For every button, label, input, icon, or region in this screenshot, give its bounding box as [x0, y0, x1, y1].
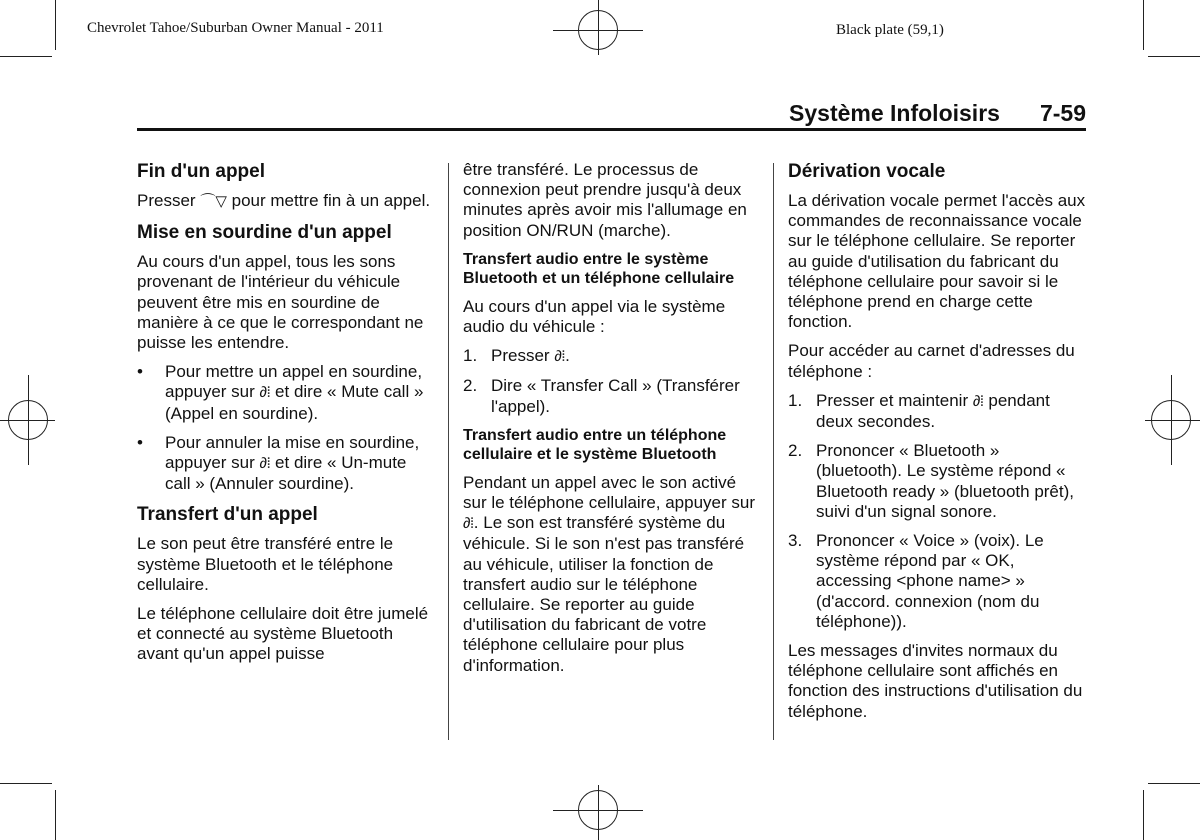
paragraph: Au cours d'un appel, tous les sons provenant de l'intérieur du véhicule peuvent être mis en sourdine de manière à ce que le correspondant ne puisse les entendre. [137, 252, 424, 353]
step-number: 3. [788, 531, 803, 551]
voice-icon: ⦙ [470, 515, 474, 533]
crop-mark [1143, 790, 1144, 840]
push-to-talk-icon: ∂ [463, 515, 471, 533]
voice-icon: ⦙ [266, 384, 271, 402]
end-call-triangle-icon: ▽ [215, 193, 227, 210]
voice-icon: ⦙ [561, 348, 566, 366]
paragraph: Pendant un appel avec le son activé sur le téléphone cellulaire, appuyer sur ∂⦙. Le son est transféré système du véhicule. Si le son n'est pas transféré au véhicule, utiliser la fonction de transfert audio sur le téléphone cellulaire. Se reporter au guide d'utilisation du fabricant de votre téléphone cellulaire pour plus d'information. [463, 472, 756, 675]
crop-mark [1148, 56, 1200, 57]
step-number: 1. [463, 346, 478, 366]
end-call-icon: ⌒ [200, 193, 216, 210]
step-number: 2. [463, 376, 478, 396]
push-to-talk-icon: ∂ [972, 392, 981, 410]
crop-mark [0, 783, 52, 784]
column-divider [448, 163, 449, 740]
section-header [760, 100, 1086, 127]
column-2 [463, 160, 763, 685]
list-item: 1. Presser ∂⦙. [463, 346, 763, 367]
list-item: 2. Prononcer « Bluetooth » (bluetooth). Le système répond « Bluetooth ready » (bluetooth prêt), suivi d'un signal sonore. [788, 441, 1074, 521]
registration-circle [578, 790, 618, 830]
column-3 [788, 160, 1088, 731]
paragraph: La dérivation vocale permet l'accès aux commandes de reconnaissance vocale sur le téléphone cellulaire. Se reporter au guide d'utilisation du fabricant du téléphone cellulaire pour savoir si le téléphone prend en charge cette fonction. [788, 191, 1086, 332]
column-divider [773, 163, 774, 740]
crop-mark [1148, 783, 1200, 784]
heading-phone-to-bt: Transfert audio entre un téléphone cellulaire et le système Bluetooth [463, 426, 727, 464]
bullet: • [137, 362, 143, 382]
push-to-talk-icon: ∂ [259, 384, 267, 402]
list-item: • Pour mettre un appel en sourdine, appuyer sur ∂⦙ et dire « Mute call » (Appel en sourdine). [137, 362, 424, 423]
heading-voice-bypass: Dérivation vocale [788, 161, 946, 182]
heading-mute-call: Mise en sourdine d'un appel [137, 222, 392, 244]
list-item: 3. Prononcer « Voice » (voix). Le système répond par « OK, accessing <phone name> » (d'accord. connexion (nom du téléphone)). [788, 531, 1044, 631]
list-item: 1. Presser et maintenir ∂⦙ pendant deux secondes. [788, 390, 1050, 432]
crop-mark [55, 790, 56, 840]
push-to-talk-icon: ∂ [554, 348, 562, 366]
heading-transfer-call: Transfert d'un appel [137, 504, 318, 526]
registration-circle [8, 400, 48, 440]
crop-mark [1143, 0, 1144, 50]
paragraph: être transféré. Le processus de connexion peut prendre jusqu'à deux minutes après avoir mis l'allumage en position ON/RUN (marche). [463, 160, 747, 240]
list-item: • Pour annuler la mise en sourdine, appuyer sur ∂⦙ et dire « Un-mute call » (Annuler sourdine). [137, 432, 420, 494]
voice-icon: ⦙ [980, 392, 984, 410]
page-number: 7-59 [1039, 100, 1086, 126]
registration-circle [1151, 400, 1191, 440]
paragraph: Au cours d'un appel via le système audio du véhicule : [463, 296, 726, 337]
manual-title: Chevrolet Tahoe/Suburban Owner Manual - 2011 [87, 20, 384, 36]
push-to-talk-icon: ∂ [259, 455, 267, 473]
step-number: 1. [788, 390, 803, 410]
crop-mark [55, 0, 56, 50]
step-number: 2. [788, 441, 803, 461]
section-name: Système Infoloisirs [789, 100, 1000, 126]
registration-circle [578, 10, 618, 50]
paragraph: Les messages d'invites normaux du téléphone cellulaire sont affichés en fonction des instructions d'utilisation du téléphone. [788, 641, 1083, 721]
column-1 [137, 160, 432, 674]
paragraph: Presser ⌒▽ pour mettre fin à un appel. [137, 191, 432, 212]
voice-icon: ⦙ [266, 455, 271, 473]
bullet: • [137, 432, 143, 452]
plate-label: Black plate (59,1) [836, 22, 944, 38]
paragraph: Le son peut être transféré entre le système Bluetooth et le téléphone cellulaire. [137, 534, 394, 594]
heading-bt-to-phone: Transfert audio entre le système Bluetooth et un téléphone cellulaire [463, 250, 735, 288]
crop-mark [0, 56, 52, 57]
header-rule [137, 128, 1086, 131]
list-item: 2. Dire « Transfer Call » (Transférer l'appel). [463, 376, 740, 416]
heading-end-call: Fin d'un appel [137, 161, 266, 182]
paragraph: Pour accéder au carnet d'adresses du téléphone : [788, 341, 1075, 381]
paragraph: Le téléphone cellulaire doit être jumelé et connecté au système Bluetooth avant qu'un appel puisse [137, 604, 429, 664]
